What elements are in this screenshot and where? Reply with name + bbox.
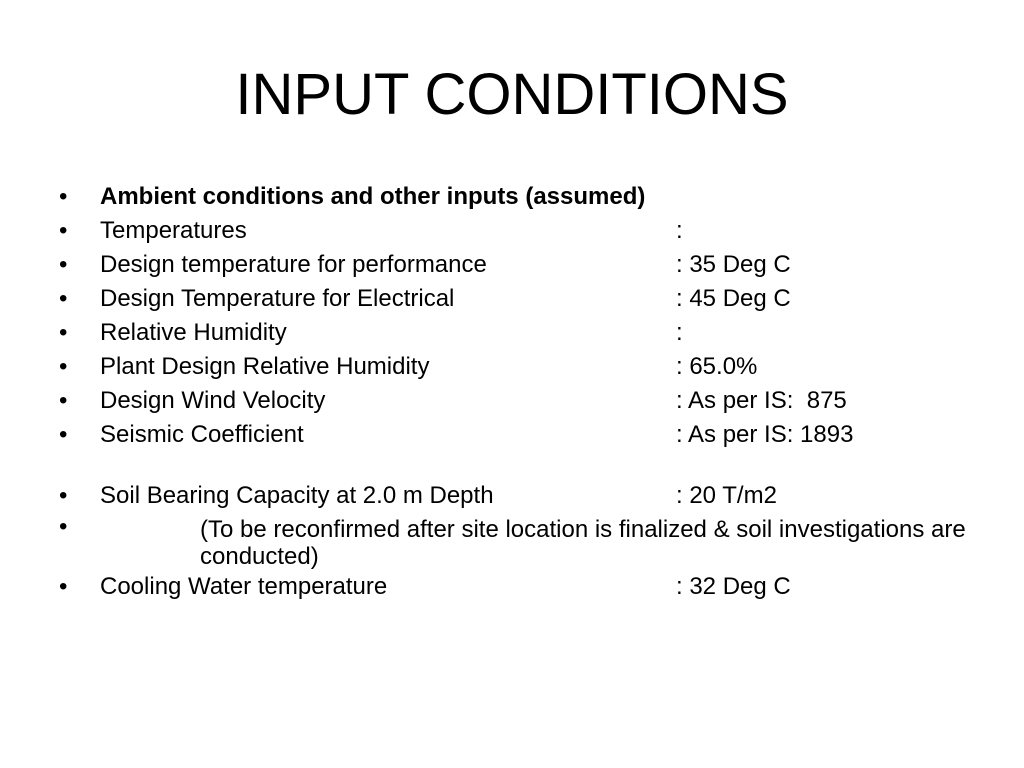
bullet-value: : 32 Deg C: [676, 573, 791, 600]
bullet-label: Relative Humidity: [100, 319, 287, 346]
bullet-item-design-temperature-electrical: [0, 282, 1024, 316]
bullet-value: : 45 Deg C: [676, 285, 791, 312]
bullet-icon: •: [59, 251, 68, 278]
bullet-icon: •: [59, 217, 68, 244]
bullet-item-temperatures: [0, 214, 1024, 248]
bullet-list: [0, 180, 1024, 604]
bullet-item-soil-bearing-capacity: [0, 479, 1024, 513]
slide-title: INPUT CONDITIONS: [235, 62, 789, 127]
bullet-label: Plant Design Relative Humidity: [100, 353, 430, 380]
bullet-value: : As per IS: 1893: [676, 421, 854, 448]
bullet-label: Design Wind Velocity: [100, 387, 326, 414]
bullet-label: Design Temperature for Electrical: [100, 285, 455, 312]
bullet-label: Cooling Water temperature: [100, 573, 388, 600]
bullet-icon: •: [59, 285, 68, 312]
bullet-item-relative-humidity: [0, 316, 1024, 350]
bullet-icon: •: [59, 482, 68, 509]
bullet-icon: •: [59, 319, 68, 346]
bullet-label: Ambient conditions and other inputs (assumed): [100, 183, 646, 210]
bullet-label: Temperatures: [100, 217, 247, 244]
bullet-icon: •: [59, 421, 68, 448]
bullet-icon: •: [59, 183, 68, 210]
bullet-icon: •: [59, 387, 68, 414]
bullet-value: :: [676, 319, 683, 346]
bullet-value: : 35 Deg C: [676, 251, 791, 278]
bullet-icon: •: [59, 353, 68, 380]
bullet-value: : 20 T/m2: [676, 482, 777, 509]
bullet-item-design-wind-velocity: [0, 384, 1024, 418]
bullet-item-plant-design-humidity: [0, 350, 1024, 384]
bullet-label: Design temperature for performance: [100, 251, 487, 278]
bullet-value: : 65.0%: [676, 353, 758, 380]
bullet-item-reconfirmation-note: [0, 513, 1024, 570]
bullet-value: : As per IS: 875: [676, 387, 847, 414]
bullet-item-cooling-water-temperature: [0, 570, 1024, 604]
bullet-item-seismic-coefficient: [0, 418, 1024, 452]
bullet-label: (To be reconfirmed after site location is finalized & soil investigations are conducted): [200, 516, 966, 570]
bullet-item-ambient-conditions: [0, 180, 1024, 214]
bullet-item-design-temperature-performance: [0, 248, 1024, 282]
bullet-label: Seismic Coefficient: [100, 421, 304, 448]
bullet-icon: •: [59, 573, 68, 600]
bullet-label: Soil Bearing Capacity at 2.0 m Depth: [100, 482, 494, 509]
bullet-value: :: [676, 217, 683, 244]
bullet-icon: •: [59, 513, 68, 540]
